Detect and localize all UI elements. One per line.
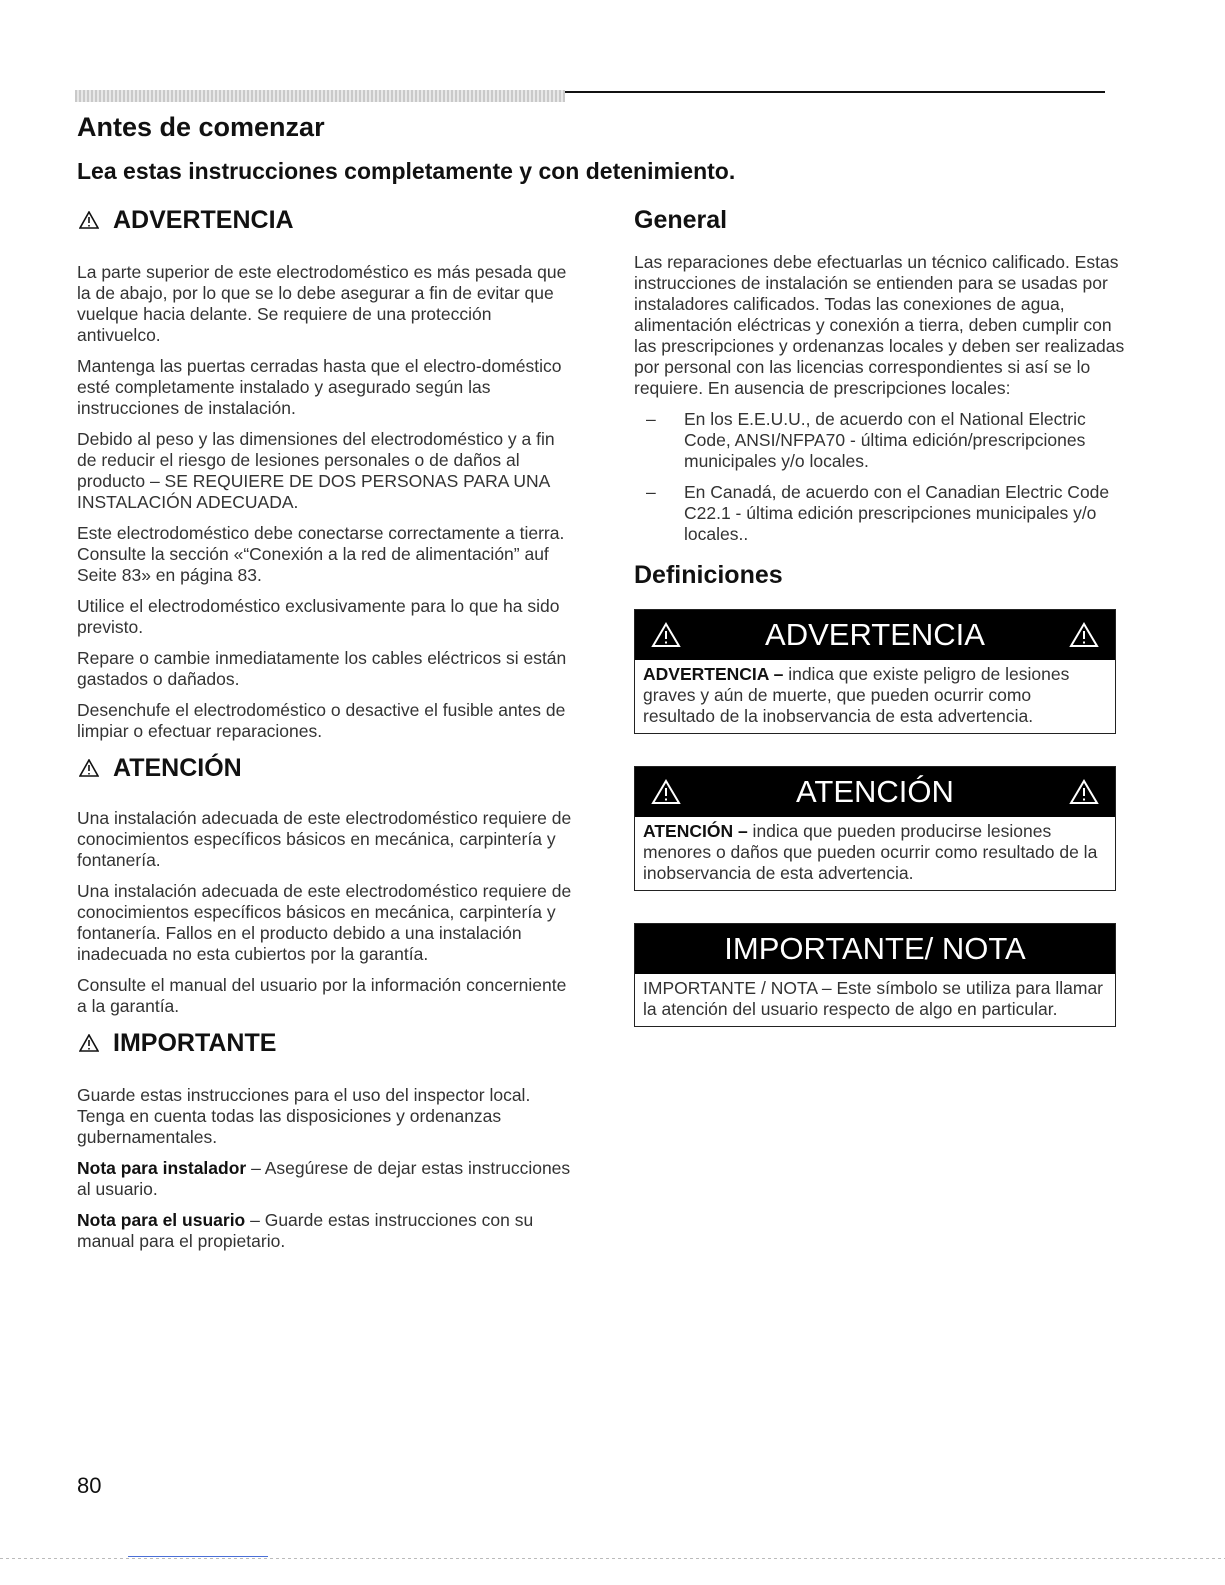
- advertencia-definition-label: ADVERTENCIA –: [643, 664, 784, 684]
- list-dash: –: [646, 482, 656, 502]
- warning-triangle-icon: [79, 211, 99, 229]
- advertencia-paragraph: La parte superior de este electrodoméstico es más pesada que la de abajo, por lo que se lo debe asegurar a fin de evitar que vuelque hacia delante. Se requiere de una protección antivuelco.: [77, 262, 567, 345]
- atencion-heading: [77, 748, 577, 788]
- header-rule: [75, 88, 1105, 104]
- importante-definition-box: [634, 923, 1116, 1027]
- importante-definition-text: IMPORTANTE / NOTA – Este símbolo se utiliza para llamar la atención del usuario respecto de algo en particular.: [643, 978, 1103, 1019]
- list-item: [634, 482, 1134, 545]
- note-user: [77, 1210, 577, 1252]
- atencion-heading-text: ATENCIÓN: [113, 753, 242, 782]
- page-number: 80: [77, 1473, 102, 1498]
- importante-bar: [635, 924, 1115, 974]
- advertencia-heading-text: ADVERTENCIA: [113, 205, 294, 234]
- list-item-text: En Canadá, de acuerdo con el Canadian Electric Code C22.1 - última edición prescripciones municipales y/o locales..: [684, 482, 1110, 544]
- atencion-bar-title: ATENCIÓN: [796, 774, 954, 809]
- atencion-paragraph: Una instalación adecuada de este electrodoméstico requiere de conocimientos específicos básicos en mecánica, carpintería y fontanería.: [77, 808, 572, 870]
- list-item-text: En los E.E.U.U., de acuerdo con el National Electric Code, ANSI/NFPA70 - última edición/prescripciones municipales y/o locales.: [684, 409, 1086, 471]
- advertencia-bar: [635, 610, 1115, 660]
- importante-bar-title: IMPORTANTE/ NOTA: [724, 931, 1026, 966]
- note-user-label: Nota para el usuario: [77, 1210, 246, 1230]
- note-installer-text: – Asegúrese de dejar estas instrucciones al usuario.: [77, 1158, 571, 1199]
- advertencia-definition-text: [635, 660, 1115, 733]
- warning-triangle-icon: [651, 779, 681, 805]
- advertencia-paragraph: Mantenga las puertas cerradas hasta que el electro-doméstico esté completamente instalado y asegurado según las instrucciones de instalación.: [77, 356, 562, 418]
- importante-paragraph: Guarde estas instrucciones para el uso del inspector local. Tenga en cuenta todas las disposiciones y ordenanzas gubernamentales.: [77, 1085, 531, 1147]
- warning-triangle-icon: [79, 1034, 99, 1052]
- footer-blue-line: [128, 1556, 268, 1557]
- atencion-definition-label: ATENCIÓN –: [643, 821, 748, 841]
- advertencia-paragraph: Desenchufe el electrodoméstico o desactive el fusible antes de limpiar o efectuar reparaciones.: [77, 700, 566, 741]
- note-installer-label: Nota para instalador: [77, 1158, 247, 1178]
- warning-triangle-icon: [651, 622, 681, 648]
- definiciones-heading: Definiciones: [634, 560, 783, 589]
- page-subtitle: Lea estas instrucciones completamente y con detenimiento.: [77, 158, 736, 184]
- advertencia-paragraph: Repare o cambie inmediatamente los cables eléctricos si están gastados o dañados.: [77, 648, 567, 689]
- atencion-paragraph: Consulte el manual del usuario por la información concerniente a la garantía.: [77, 975, 567, 1016]
- list-item: [634, 409, 1134, 472]
- header-rule-pattern: [75, 90, 565, 102]
- importante-heading-text: IMPORTANTE: [113, 1028, 277, 1057]
- atencion-bar: [635, 767, 1115, 817]
- note-user-text: – Guarde estas instrucciones con su manual para el propietario.: [77, 1210, 534, 1251]
- list-dash: –: [646, 409, 656, 429]
- right-column: [634, 200, 1134, 1027]
- warning-triangle-icon: [1069, 779, 1099, 805]
- header-rule-line: [565, 91, 1105, 93]
- importante-heading: [77, 1023, 577, 1063]
- advertencia-bar-title: ADVERTENCIA: [765, 617, 985, 652]
- general-paragraph: Las reparaciones debe efectuarlas un técnico calificado. Estas instrucciones de instalación se entienden para se usadas por instaladores calificados. Todas las conexiones de agua, alimentación eléctricas y conexión a tierra, deben cumplir con las prescripciones y ordenanzas locales y deben ser realizadas por personal con las licencias correspondientes si así se lo requiere. En ausencia de prescripciones locales:: [634, 252, 1125, 398]
- advertencia-definition-box: [634, 609, 1116, 734]
- left-column: [77, 200, 577, 1262]
- general-heading: General: [634, 205, 728, 234]
- advertencia-paragraph: Utilice el electrodoméstico exclusivamente para lo que ha sido previsto.: [77, 596, 560, 637]
- advertencia-paragraph: Debido al peso y las dimensiones del electrodoméstico y a fin de reducir el riesgo de lesiones personales o de daños al producto – SE REQUIERE DE DOS PERSONAS PARA UNA INSTALACIÓN ADECUADA.: [77, 429, 555, 512]
- page-title: Antes de comenzar: [77, 112, 325, 142]
- footer-rule: [0, 1558, 1225, 1559]
- note-installer: [77, 1158, 577, 1200]
- atencion-definition-body: indica que pueden producirse lesiones menores o daños que pueden ocurrir como resultado de la inobservancia de esta advertencia.: [643, 821, 1098, 883]
- atencion-definition-text: [635, 817, 1115, 890]
- advertencia-definition-body: indica que existe peligro de lesiones graves y aún de muerte, que pueden ocurrir como resultado de la inobservancia de esta advertencia.: [643, 664, 1070, 726]
- advertencia-paragraph: Este electrodoméstico debe conectarse correctamente a tierra. Consulte la sección «“Conexión a la red de alimentación” auf Seite 83» en página 83.: [77, 523, 565, 585]
- atencion-paragraph: Una instalación adecuada de este electrodoméstico requiere de conocimientos específicos básicos en mecánica, carpintería y fontanería. Fallos en el producto debido a una instalación inadecuada no esta cubiertos por la garantía.: [77, 881, 572, 964]
- warning-triangle-icon: [1069, 622, 1099, 648]
- warning-triangle-icon: [79, 759, 99, 777]
- atencion-definition-box: [634, 766, 1116, 891]
- advertencia-heading: [77, 200, 577, 240]
